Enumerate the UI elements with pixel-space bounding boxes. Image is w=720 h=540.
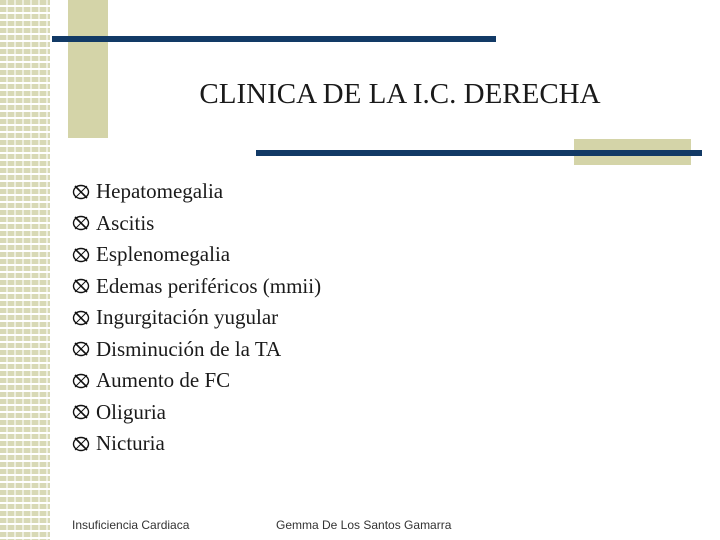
title-bottom-rule: [256, 150, 702, 156]
bullet-text: Oliguria: [96, 399, 166, 424]
footer-author-text: Gemma De Los Santos Gamarra: [276, 518, 452, 532]
list-item: [72, 176, 321, 208]
list-item: [72, 334, 321, 366]
list-item: [72, 365, 321, 397]
cross-circle-icon: [72, 372, 90, 390]
title-top-rule: [52, 36, 496, 42]
cross-circle-icon: [72, 340, 90, 358]
bullet-text: Aumento de FC: [96, 368, 231, 392]
cross-circle-icon: [72, 309, 90, 327]
symptom-list: [72, 176, 321, 460]
list-item: [72, 271, 321, 303]
list-item: [72, 428, 321, 460]
cross-circle-icon: [72, 403, 90, 421]
cross-circle-icon: [72, 277, 90, 295]
bullet-text: Ascitis: [96, 210, 155, 235]
bullet-text: Ingurgitación yugular: [96, 305, 279, 329]
list-item: [72, 239, 321, 271]
cross-circle-icon: [72, 183, 90, 201]
decorative-tan-block-top: [68, 0, 108, 138]
cross-circle-icon: [72, 246, 90, 264]
decorative-stripe-panel: [0, 0, 50, 540]
list-item: [72, 302, 321, 334]
cross-circle-icon: [72, 214, 90, 232]
list-item: [72, 208, 321, 240]
bullet-text: Disminución de la TA: [96, 336, 282, 361]
footer-left-text: Insuficiencia Cardiaca: [72, 518, 190, 532]
slide-title: CLINICA DE LA I.C. DERECHA: [199, 78, 601, 110]
bullet-text: Edemas periféricos (mmii): [96, 273, 322, 298]
bullet-text: Nicturia: [96, 431, 165, 455]
list-item: [72, 397, 321, 429]
bullet-text: Hepatomegalia: [96, 179, 224, 203]
bullet-text: Esplenomegalia: [96, 242, 231, 266]
cross-circle-icon: [72, 435, 90, 453]
